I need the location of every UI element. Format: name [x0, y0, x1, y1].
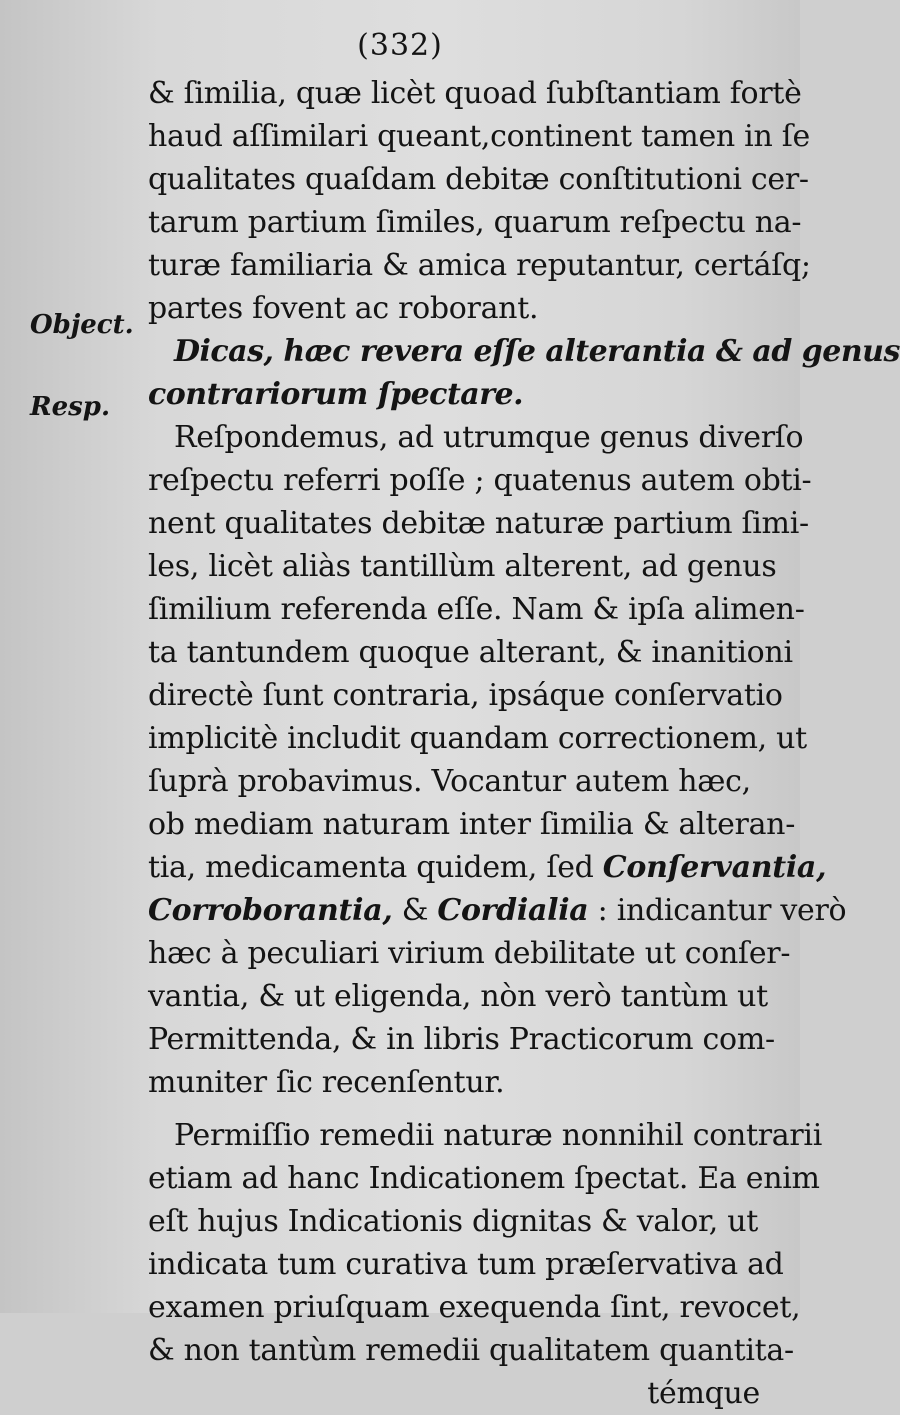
text-line: Corroborantia, & Cordialia : indicantur verò [148, 893, 847, 928]
text-line: les, licèt aliàs tantillùm alterent, ad genus [148, 549, 777, 584]
permission-paragraph [148, 1114, 823, 1415]
text-line: Reſpondemus, ad utrumque genus diverſo [174, 420, 804, 455]
margin-note-response: Resp. [30, 392, 111, 422]
text-line: turæ familiaria & amica reputantur, certáſq; [148, 248, 811, 283]
text-line: Permiſſio remedii naturæ nonnihil contrarii [174, 1118, 823, 1153]
paragraph-continuation [148, 72, 811, 330]
text-line: contrariorum ſpectare. [148, 377, 524, 412]
text-line: & ſimilia, quæ licèt quoad ſubſtantiam fortè [148, 76, 802, 111]
text-line: tia, medicamenta quidem, ſed Conſervantia, [148, 850, 827, 885]
text-line: indicata tum curativa tum præſervativa ad [148, 1247, 784, 1282]
text-line: vantia, & ut eligenda, nòn verò tantùm ut [148, 979, 768, 1014]
text-line: examen priuſquam exequenda ſint, revocet, [148, 1290, 801, 1325]
text-line: reſpectu referri poſſe ; quatenus autem obti- [148, 463, 812, 498]
page-number: (332) [357, 28, 443, 63]
text-line: ſuprà probavimus. Vocantur autem hæc, [148, 764, 751, 799]
text-line: ob mediam naturam inter ſimilia & alteran- [148, 807, 796, 842]
text-line: eſt hujus Indicationis dignitas & valor, ut [148, 1204, 758, 1239]
text-line: haud aſſimilari queant,continent tamen in ſe [148, 119, 810, 154]
text-line: ta tantundem quoque alterant, & inanitioni [148, 635, 793, 670]
response-paragraph [148, 416, 847, 1104]
text-line: partes fovent ac roborant. [148, 291, 539, 326]
text-line: & non tantùm remedii qualitatem quantita- [148, 1333, 794, 1368]
text-line: Dicas, hæc revera eſſe alterantia & ad genus [174, 334, 900, 369]
text-line: muniter ſic recenſentur. [148, 1065, 505, 1100]
objection-paragraph [148, 330, 900, 416]
text-line: nent qualitates debitæ naturæ partium ſimi- [148, 506, 809, 541]
text-line: directè ſunt contraria, ipsáque conſervatio [148, 678, 783, 713]
catchword: témque [647, 1376, 760, 1411]
text-line: Permittenda, & in libris Practicorum com- [148, 1022, 775, 1057]
text-line: etiam ad hanc Indicationem ſpectat. Ea enim [148, 1161, 820, 1196]
margin-note-objection: Object. [30, 310, 134, 340]
main-text [148, 72, 900, 1415]
text-line: qualitates quaſdam debitæ conſtitutioni cer- [148, 162, 809, 197]
text-line: tarum partium ſimiles, quarum reſpectu na- [148, 205, 802, 240]
text-line: implicitè includit quandam correctionem, ut [148, 721, 807, 756]
text-line: hæc à peculiari virium debilitate ut conſer- [148, 936, 791, 971]
text-line: ſimilium referenda eſſe. Nam & ipſa alimen- [148, 592, 805, 627]
